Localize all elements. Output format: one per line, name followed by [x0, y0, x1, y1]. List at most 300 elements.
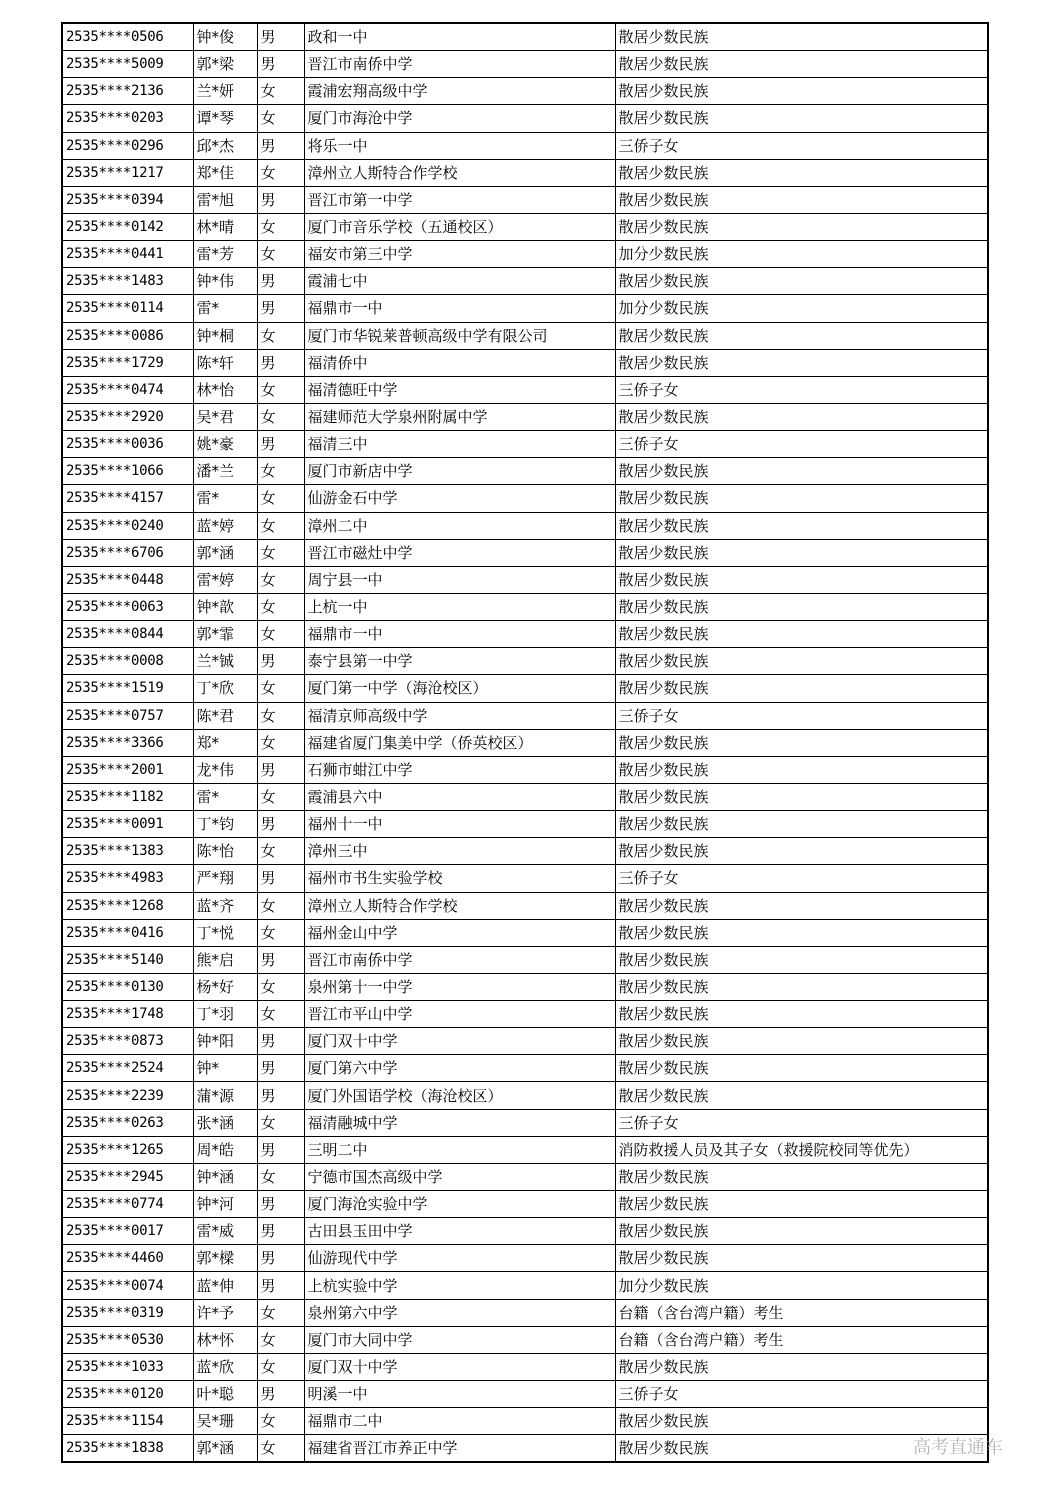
school-cell: 晋江市南侨中学 [304, 51, 615, 78]
name-cell: 林*怡 [193, 376, 257, 403]
category-cell: 散居少数民族 [615, 973, 988, 1000]
school-cell: 厦门第一中学（海沧校区） [304, 675, 615, 702]
exam-id-cell: 2535****0506 [62, 23, 193, 51]
gender-cell: 女 [257, 1326, 304, 1353]
exam-id-cell: 2535****1265 [62, 1136, 193, 1163]
gender-cell: 男 [257, 811, 304, 838]
name-cell: 邱*杰 [193, 132, 257, 159]
category-cell: 散居少数民族 [615, 268, 988, 295]
table-row [62, 431, 988, 458]
school-cell: 晋江市南侨中学 [304, 946, 615, 973]
school-cell: 将乐一中 [304, 132, 615, 159]
category-cell: 散居少数民族 [615, 1353, 988, 1380]
category-cell: 散居少数民族 [615, 566, 988, 593]
school-cell: 福安市第三中学 [304, 241, 615, 268]
school-cell: 上杭一中 [304, 593, 615, 620]
category-cell: 散居少数民族 [615, 1055, 988, 1082]
school-cell: 福清三中 [304, 431, 615, 458]
school-cell: 福州十一中 [304, 811, 615, 838]
category-cell: 散居少数民族 [615, 756, 988, 783]
exam-id-cell: 2535****0474 [62, 376, 193, 403]
table-row [62, 1001, 988, 1028]
exam-id-cell: 2535****0263 [62, 1109, 193, 1136]
table-row [62, 403, 988, 430]
name-cell: 郭*梁 [193, 51, 257, 78]
school-cell: 厦门双十中学 [304, 1353, 615, 1380]
category-cell: 散居少数民族 [615, 1163, 988, 1190]
table-row [62, 973, 988, 1000]
school-cell: 福鼎市二中 [304, 1408, 615, 1435]
school-cell: 泉州第六中学 [304, 1299, 615, 1326]
gender-cell: 男 [257, 865, 304, 892]
name-cell: 林*晴 [193, 213, 257, 240]
gender-cell: 男 [257, 1218, 304, 1245]
table-row [62, 1381, 988, 1408]
school-cell: 厦门第六中学 [304, 1055, 615, 1082]
table-row [62, 919, 988, 946]
table-row [62, 621, 988, 648]
name-cell: 郑* [193, 729, 257, 756]
table-row [62, 675, 988, 702]
table-row [62, 1299, 988, 1326]
school-cell: 厦门市大同中学 [304, 1326, 615, 1353]
gender-cell: 女 [257, 376, 304, 403]
school-cell: 晋江市平山中学 [304, 1001, 615, 1028]
school-cell: 福建省晋江市养正中学 [304, 1435, 615, 1463]
gender-cell: 男 [257, 648, 304, 675]
exam-id-cell: 2535****0203 [62, 105, 193, 132]
table-row [62, 1326, 988, 1353]
category-cell: 台籍（含台湾户籍）考生 [615, 1326, 988, 1353]
school-cell: 厦门市海沧中学 [304, 105, 615, 132]
exam-id-cell: 2535****0114 [62, 295, 193, 322]
exam-id-cell: 2535****5009 [62, 51, 193, 78]
exam-id-cell: 2535****4983 [62, 865, 193, 892]
exam-id-cell: 2535****1217 [62, 159, 193, 186]
category-cell: 散居少数民族 [615, 51, 988, 78]
exam-id-cell: 2535****1033 [62, 1353, 193, 1380]
category-cell: 散居少数民族 [615, 1408, 988, 1435]
gender-cell: 男 [257, 1136, 304, 1163]
category-cell: 散居少数民族 [615, 621, 988, 648]
exam-id-cell: 2535****0008 [62, 648, 193, 675]
exam-id-cell: 2535****4157 [62, 485, 193, 512]
gender-cell: 男 [257, 1381, 304, 1408]
school-cell: 福鼎市一中 [304, 295, 615, 322]
gender-cell: 女 [257, 1435, 304, 1463]
school-cell: 厦门外国语学校（海沧校区） [304, 1082, 615, 1109]
gender-cell: 男 [257, 1082, 304, 1109]
name-cell: 姚*豪 [193, 431, 257, 458]
exam-id-cell: 2535****0142 [62, 213, 193, 240]
gender-cell: 女 [257, 539, 304, 566]
school-cell: 泉州第十一中学 [304, 973, 615, 1000]
table-row [62, 295, 988, 322]
table-row [62, 349, 988, 376]
table-row [62, 268, 988, 295]
gender-cell: 女 [257, 403, 304, 430]
gender-cell: 男 [257, 349, 304, 376]
gender-cell: 男 [257, 51, 304, 78]
school-cell: 厦门市音乐学校（五通校区） [304, 213, 615, 240]
gender-cell: 男 [257, 1272, 304, 1299]
school-cell: 厦门市新店中学 [304, 458, 615, 485]
exam-id-cell: 2535****1748 [62, 1001, 193, 1028]
name-cell: 钟*歆 [193, 593, 257, 620]
exam-id-cell: 2535****1519 [62, 675, 193, 702]
name-cell: 陈*君 [193, 702, 257, 729]
category-cell: 散居少数民族 [615, 946, 988, 973]
name-cell: 潘*兰 [193, 458, 257, 485]
category-cell: 散居少数民族 [615, 322, 988, 349]
category-cell: 三侨子女 [615, 132, 988, 159]
category-cell: 散居少数民族 [615, 485, 988, 512]
exam-id-cell: 2535****2239 [62, 1082, 193, 1109]
exam-id-cell: 2535****1383 [62, 838, 193, 865]
table-row [62, 729, 988, 756]
name-cell: 熊*启 [193, 946, 257, 973]
category-cell: 散居少数民族 [615, 648, 988, 675]
category-cell: 加分少数民族 [615, 241, 988, 268]
exam-id-cell: 2535****0530 [62, 1326, 193, 1353]
table-row [62, 1055, 988, 1082]
gender-cell: 女 [257, 1109, 304, 1136]
table-row [62, 213, 988, 240]
school-cell: 厦门市华锐莱普顿高级中学有限公司 [304, 322, 615, 349]
table-row [62, 811, 988, 838]
name-cell: 蓝*婷 [193, 512, 257, 539]
school-cell: 泰宁县第一中学 [304, 648, 615, 675]
gender-cell: 女 [257, 621, 304, 648]
school-cell: 霞浦宏翔高级中学 [304, 78, 615, 105]
category-cell: 散居少数民族 [615, 213, 988, 240]
table-row [62, 1353, 988, 1380]
name-cell: 钟*伟 [193, 268, 257, 295]
school-cell: 福清德旺中学 [304, 376, 615, 403]
exam-id-cell: 2535****0448 [62, 566, 193, 593]
school-cell: 古田县玉田中学 [304, 1218, 615, 1245]
category-cell: 三侨子女 [615, 1381, 988, 1408]
category-cell: 散居少数民族 [615, 783, 988, 810]
exam-id-cell: 2535****5140 [62, 946, 193, 973]
gender-cell: 女 [257, 1299, 304, 1326]
name-cell: 陈*轩 [193, 349, 257, 376]
exam-id-cell: 2535****0441 [62, 241, 193, 268]
exam-id-cell: 2535****2001 [62, 756, 193, 783]
name-cell: 兰*妍 [193, 78, 257, 105]
exam-id-cell: 2535****2136 [62, 78, 193, 105]
gender-cell: 女 [257, 105, 304, 132]
table-row [62, 186, 988, 213]
category-cell: 散居少数民族 [615, 186, 988, 213]
school-cell: 福清京师高级中学 [304, 702, 615, 729]
category-cell: 散居少数民族 [615, 539, 988, 566]
table-row [62, 51, 988, 78]
exam-id-cell: 2535****3366 [62, 729, 193, 756]
table-row [62, 376, 988, 403]
name-cell: 雷* [193, 783, 257, 810]
table-row [62, 322, 988, 349]
gender-cell: 女 [257, 729, 304, 756]
name-cell: 蓝*伸 [193, 1272, 257, 1299]
name-cell: 严*翔 [193, 865, 257, 892]
category-cell: 散居少数民族 [615, 78, 988, 105]
name-cell: 蒲*源 [193, 1082, 257, 1109]
school-cell: 政和一中 [304, 23, 615, 51]
exam-id-cell: 2535****0757 [62, 702, 193, 729]
gender-cell: 女 [257, 702, 304, 729]
gender-cell: 女 [257, 241, 304, 268]
name-cell: 雷*芳 [193, 241, 257, 268]
category-cell: 散居少数民族 [615, 105, 988, 132]
gender-cell: 女 [257, 973, 304, 1000]
school-cell: 宁德市国杰高级中学 [304, 1163, 615, 1190]
exam-id-cell: 2535****0319 [62, 1299, 193, 1326]
gender-cell: 女 [257, 783, 304, 810]
school-cell: 晋江市第一中学 [304, 186, 615, 213]
school-cell: 福州市书生实验学校 [304, 865, 615, 892]
category-cell: 加分少数民族 [615, 1272, 988, 1299]
exam-id-cell: 2535****0086 [62, 322, 193, 349]
exam-id-cell: 2535****1066 [62, 458, 193, 485]
school-cell: 福清侨中 [304, 349, 615, 376]
name-cell: 郭*涵 [193, 539, 257, 566]
name-cell: 林*怀 [193, 1326, 257, 1353]
table-row [62, 838, 988, 865]
name-cell: 吴*君 [193, 403, 257, 430]
name-cell: 雷*威 [193, 1218, 257, 1245]
category-cell: 散居少数民族 [615, 1001, 988, 1028]
school-cell: 漳州二中 [304, 512, 615, 539]
gender-cell: 女 [257, 566, 304, 593]
category-cell: 散居少数民族 [615, 403, 988, 430]
name-cell: 许*予 [193, 1299, 257, 1326]
table-row [62, 1272, 988, 1299]
gender-cell: 女 [257, 593, 304, 620]
name-cell: 吴*珊 [193, 1408, 257, 1435]
name-cell: 钟*俊 [193, 23, 257, 51]
gender-cell: 女 [257, 838, 304, 865]
category-cell: 散居少数民族 [615, 1082, 988, 1109]
category-cell: 散居少数民族 [615, 919, 988, 946]
gender-cell: 男 [257, 756, 304, 783]
table-row [62, 159, 988, 186]
school-cell: 福鼎市一中 [304, 621, 615, 648]
roster-body [62, 23, 988, 1462]
exam-id-cell: 2535****0130 [62, 973, 193, 1000]
gender-cell: 男 [257, 1028, 304, 1055]
gender-cell: 男 [257, 132, 304, 159]
school-cell: 晋江市磁灶中学 [304, 539, 615, 566]
category-cell: 散居少数民族 [615, 1028, 988, 1055]
table-row [62, 1218, 988, 1245]
table-row [62, 1191, 988, 1218]
name-cell: 雷*旭 [193, 186, 257, 213]
school-cell: 漳州立人斯特合作学校 [304, 892, 615, 919]
exam-id-cell: 2535****0091 [62, 811, 193, 838]
exam-id-cell: 2535****0394 [62, 186, 193, 213]
name-cell: 陈*怡 [193, 838, 257, 865]
gender-cell: 女 [257, 1001, 304, 1028]
school-cell: 厦门双十中学 [304, 1028, 615, 1055]
table-row [62, 566, 988, 593]
school-cell: 上杭实验中学 [304, 1272, 615, 1299]
table-row [62, 485, 988, 512]
name-cell: 杨*好 [193, 973, 257, 1000]
category-cell: 三侨子女 [615, 702, 988, 729]
category-cell: 散居少数民族 [615, 892, 988, 919]
exam-id-cell: 2535****0873 [62, 1028, 193, 1055]
name-cell: 钟*河 [193, 1191, 257, 1218]
roster-table [61, 22, 989, 1463]
exam-id-cell: 2535****1483 [62, 268, 193, 295]
category-cell: 台籍（含台湾户籍）考生 [615, 1299, 988, 1326]
exam-id-cell: 2535****2945 [62, 1163, 193, 1190]
exam-id-cell: 2535****0416 [62, 919, 193, 946]
name-cell: 钟*阳 [193, 1028, 257, 1055]
table-row [62, 892, 988, 919]
table-row [62, 1082, 988, 1109]
name-cell: 谭*琴 [193, 105, 257, 132]
school-cell: 霞浦七中 [304, 268, 615, 295]
school-cell: 厦门海沧实验中学 [304, 1191, 615, 1218]
gender-cell: 女 [257, 892, 304, 919]
school-cell: 周宁县一中 [304, 566, 615, 593]
table-row [62, 23, 988, 51]
name-cell: 钟*桐 [193, 322, 257, 349]
name-cell: 丁*悦 [193, 919, 257, 946]
table-row [62, 78, 988, 105]
exam-id-cell: 2535****0844 [62, 621, 193, 648]
school-cell: 漳州立人斯特合作学校 [304, 159, 615, 186]
table-row [62, 1136, 988, 1163]
gender-cell: 女 [257, 322, 304, 349]
gender-cell: 女 [257, 78, 304, 105]
school-cell: 仙游金石中学 [304, 485, 615, 512]
exam-id-cell: 2535****0017 [62, 1218, 193, 1245]
category-cell: 散居少数民族 [615, 512, 988, 539]
category-cell: 散居少数民族 [615, 838, 988, 865]
school-cell: 福州金山中学 [304, 919, 615, 946]
table-row [62, 458, 988, 485]
exam-id-cell: 2535****0120 [62, 1381, 193, 1408]
category-cell: 散居少数民族 [615, 729, 988, 756]
exam-id-cell: 2535****0296 [62, 132, 193, 159]
table-row [62, 946, 988, 973]
category-cell: 散居少数民族 [615, 1218, 988, 1245]
gender-cell: 男 [257, 1245, 304, 1272]
gender-cell: 男 [257, 186, 304, 213]
category-cell: 散居少数民族 [615, 159, 988, 186]
name-cell: 丁*钧 [193, 811, 257, 838]
name-cell: 叶*聪 [193, 1381, 257, 1408]
category-cell: 三侨子女 [615, 376, 988, 403]
exam-id-cell: 2535****2920 [62, 403, 193, 430]
school-cell: 仙游现代中学 [304, 1245, 615, 1272]
name-cell: 兰*铖 [193, 648, 257, 675]
gender-cell: 男 [257, 295, 304, 322]
name-cell: 钟*涵 [193, 1163, 257, 1190]
school-cell: 三明二中 [304, 1136, 615, 1163]
name-cell: 郭*霏 [193, 621, 257, 648]
school-cell: 福清融城中学 [304, 1109, 615, 1136]
exam-id-cell: 2535****2524 [62, 1055, 193, 1082]
category-cell: 散居少数民族 [615, 1435, 988, 1463]
exam-id-cell: 2535****1182 [62, 783, 193, 810]
gender-cell: 男 [257, 431, 304, 458]
gender-cell: 男 [257, 1055, 304, 1082]
name-cell: 郭*涵 [193, 1435, 257, 1463]
name-cell: 郑*佳 [193, 159, 257, 186]
table-row [62, 512, 988, 539]
category-cell: 三侨子女 [615, 431, 988, 458]
table-row [62, 865, 988, 892]
category-cell: 散居少数民族 [615, 1245, 988, 1272]
name-cell: 雷*婷 [193, 566, 257, 593]
gender-cell: 女 [257, 485, 304, 512]
exam-id-cell: 2535****4460 [62, 1245, 193, 1272]
category-cell: 三侨子女 [615, 1109, 988, 1136]
category-cell: 加分少数民族 [615, 295, 988, 322]
table-row [62, 1435, 988, 1463]
name-cell: 雷* [193, 295, 257, 322]
gender-cell: 女 [257, 1163, 304, 1190]
gender-cell: 女 [257, 512, 304, 539]
table-row [62, 1245, 988, 1272]
gender-cell: 男 [257, 946, 304, 973]
gender-cell: 女 [257, 1408, 304, 1435]
name-cell: 蓝*齐 [193, 892, 257, 919]
gender-cell: 男 [257, 23, 304, 51]
table-row [62, 539, 988, 566]
exam-id-cell: 2535****6706 [62, 539, 193, 566]
category-cell: 散居少数民族 [615, 811, 988, 838]
watermark-text: 高考直通车 [913, 1437, 1003, 1458]
gender-cell: 女 [257, 675, 304, 702]
gender-cell: 女 [257, 919, 304, 946]
school-cell: 霞浦县六中 [304, 783, 615, 810]
gender-cell: 女 [257, 1353, 304, 1380]
gender-cell: 女 [257, 159, 304, 186]
exam-id-cell: 2535****0063 [62, 593, 193, 620]
name-cell: 郭*樑 [193, 1245, 257, 1272]
gender-cell: 男 [257, 1191, 304, 1218]
category-cell: 散居少数民族 [615, 593, 988, 620]
name-cell: 钟* [193, 1055, 257, 1082]
name-cell: 丁*羽 [193, 1001, 257, 1028]
table-row [62, 132, 988, 159]
exam-id-cell: 2535****0036 [62, 431, 193, 458]
category-cell: 三侨子女 [615, 865, 988, 892]
gender-cell: 女 [257, 213, 304, 240]
table-row [62, 593, 988, 620]
name-cell: 雷* [193, 485, 257, 512]
category-cell: 散居少数民族 [615, 675, 988, 702]
name-cell: 龙*伟 [193, 756, 257, 783]
category-cell: 散居少数民族 [615, 1191, 988, 1218]
table-row [62, 105, 988, 132]
gender-cell: 男 [257, 268, 304, 295]
table-row [62, 702, 988, 729]
category-cell: 消防救援人员及其子女（救援院校同等优先） [615, 1136, 988, 1163]
name-cell: 丁*欣 [193, 675, 257, 702]
exam-id-cell: 2535****1154 [62, 1408, 193, 1435]
exam-id-cell: 2535****1729 [62, 349, 193, 376]
exam-id-cell: 2535****1268 [62, 892, 193, 919]
school-cell: 福建省厦门集美中学（侨英校区） [304, 729, 615, 756]
table-row [62, 756, 988, 783]
category-cell: 散居少数民族 [615, 349, 988, 376]
